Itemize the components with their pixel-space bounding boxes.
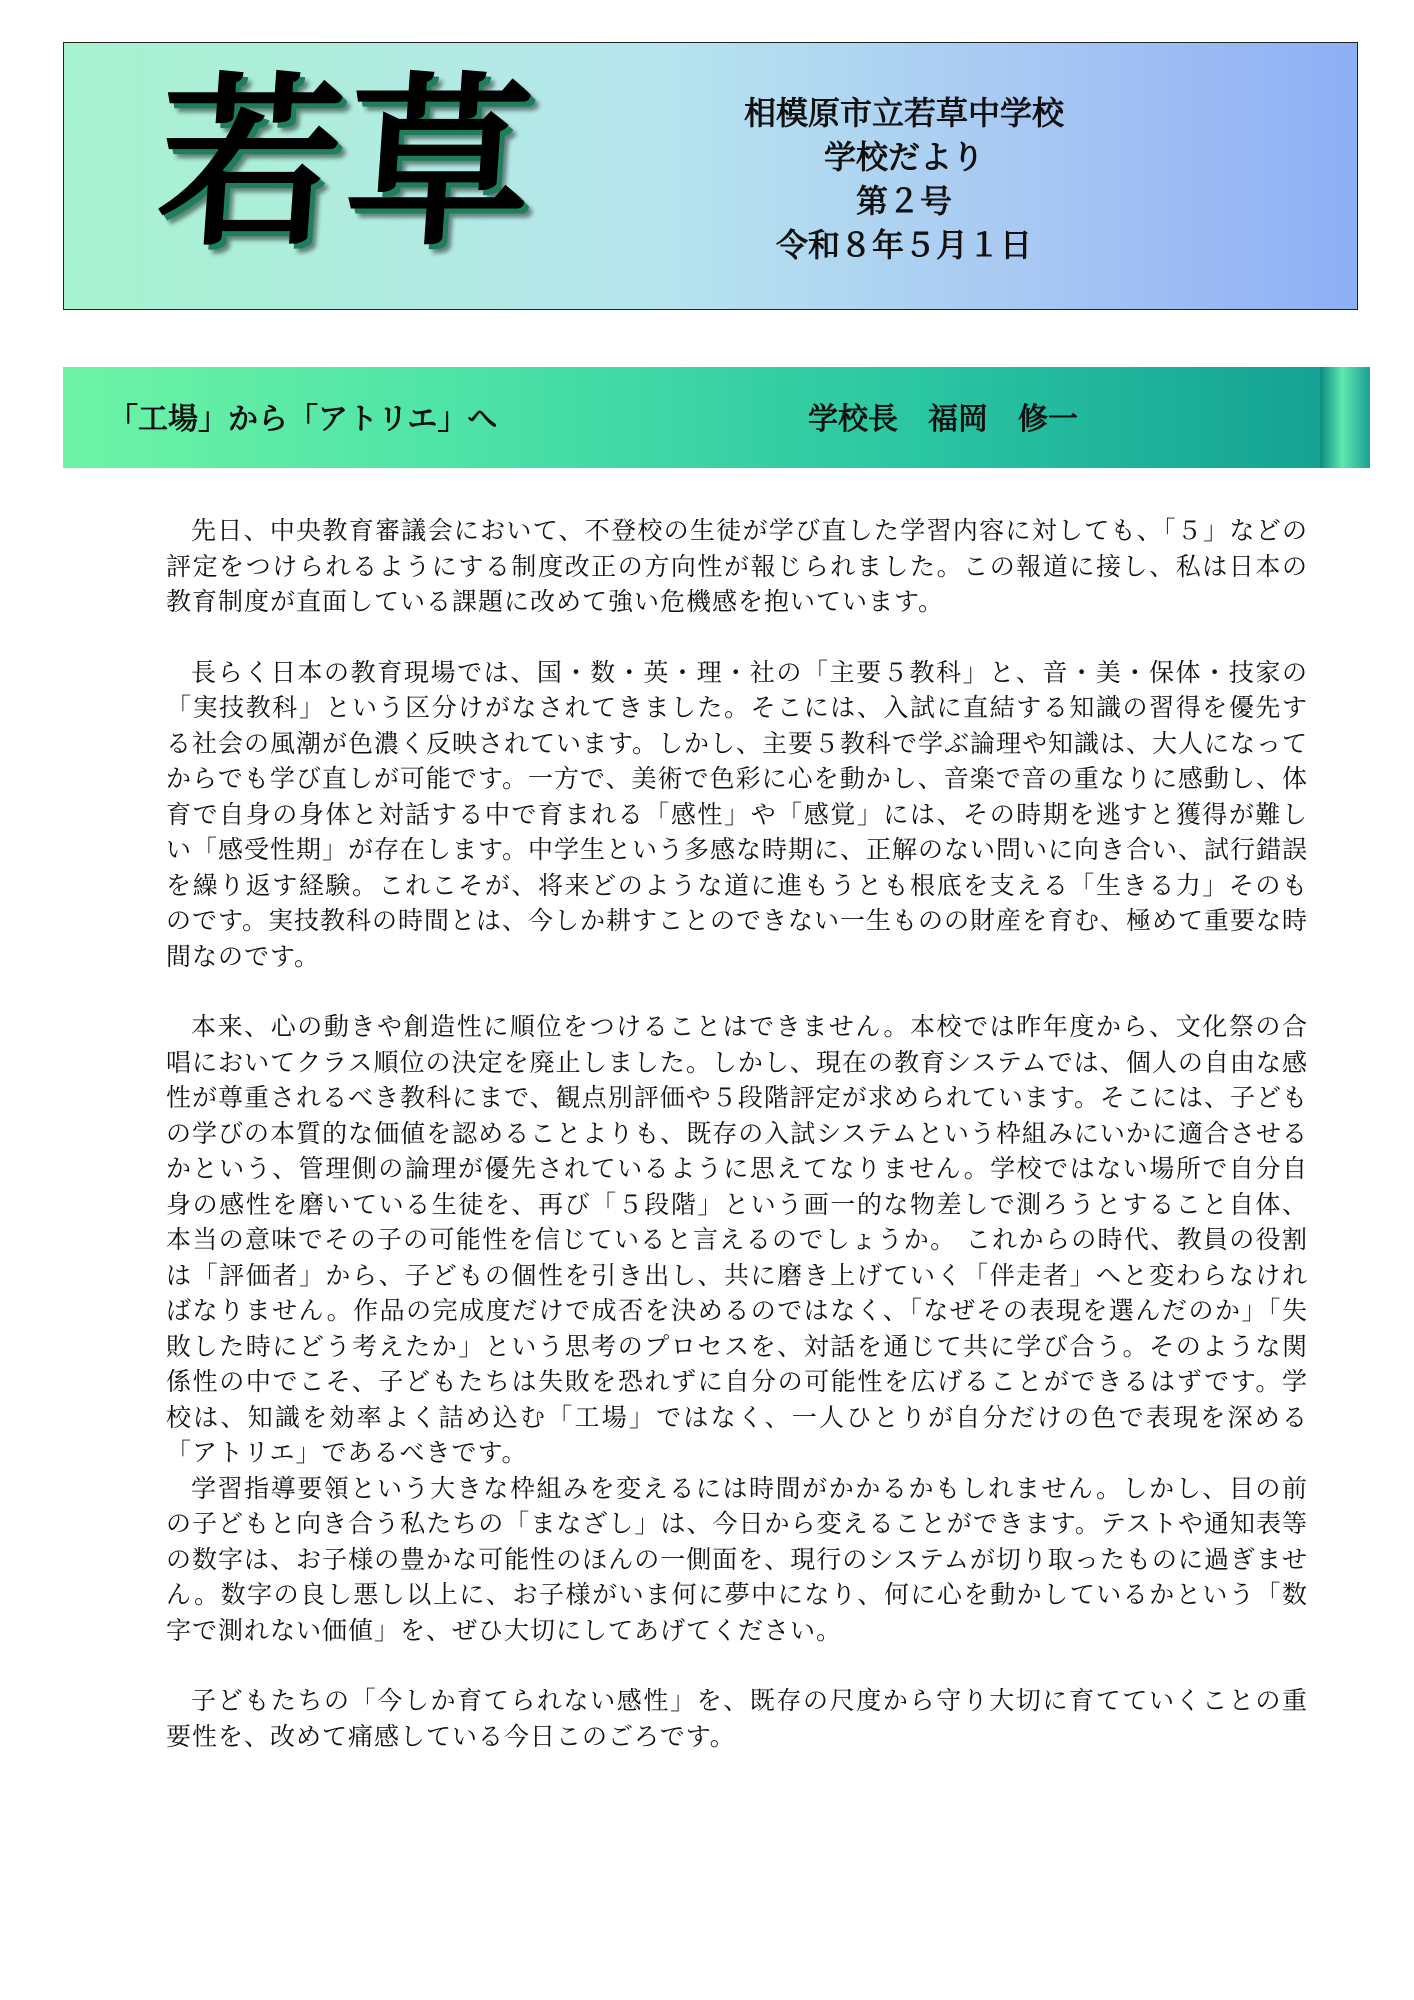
article-paragraph: 学習指導要領という大きな枠組みを変えるには時間がかかるかもしれません。しかし、目の前の子どもと向き合う私たちの「まなざし」は、今日から変えることができます。テストや通知表等の数字は、お子様の豊かな可能性のほんの一側面を、現行のシステムが切り取ったものに過ぎません。数字の良し悪し以上に、お子様がいま何に夢中になり、何に心を動かしているかという「数字で測れない価値」を、ぜひ大切にしてあげてください。 <box>166 1473 1308 1645</box>
article-heading-band <box>63 367 1370 468</box>
article-paragraph: 長らく日本の教育現場では、国・数・英・理・社の「主要５教科」と、音・美・保体・技家の「実技教科」という区分けがなされてきました。そこには、入試に直結する知識の習得を優先する社会の風潮が色濃く反映されています。しかし、主要５教科で学ぶ論理や知識は、大人になってからでも学び直しが可能です。一方で、美術で色彩に心を動かし、音楽で音の重なりに感動し、体育で自身の身体と対話する中で育まれる「感性」や「感覚」には、その時期を逃すと獲得が難しい「感受性期」が存在します。中学生という多感な時期に、正解のない問いに向き合い、試行錯誤を繰り返す経験。これこそが、将来どのような道に進もうとも根底を支える「生きる力」そのものです。実技教科の時間とは、今しか耕すことのできない一生ものの財産を育む、極めて重要な時間なのです。 <box>166 657 1309 971</box>
heading-band-edge <box>1320 367 1370 468</box>
publication-name: 学校だより <box>823 138 984 176</box>
article-paragraph: 子どもたちの「今しか育てられない感性」を、既存の尺度から守り大切に育てていくことの重要性を、改めて痛感している今日このごろです。 <box>166 1686 1308 1751</box>
masthead-banner <box>63 42 1358 310</box>
article-paragraph: 本来、心の動きや創造性に順位をつけることはできません。本校では昨年度から、文化祭の合唱においてクラス順位の決定を廃止しました。しかし、現在の教育システムでは、個人の自由な感性が尊重されるべき教科にまで、観点別評価や５段階評定が求められています。そこには、子どもの学びの本質的な価値を認めることよりも、既存の入試システムという枠組みにいかに適合させるかという、管理側の論理が優先されているように思えてなりません。学校ではない場所で自分自身の感性を磨いている生徒を、再び「５段階」という画一的な物差しで測ろうとすること自体、本当の意味でその子の可能性を信じていると言えるのでしょうか。 これからの時代、教員の役割は「評価者」から、子どもの個性を引き出し、共に磨き上げていく「伴走者」へと変わらなければなりません。作品の完成度だけで成否を決めるのではなく、「なぜその表現を選んだのか」「失敗した時にどう考えたか」という思考のプロセスを、対話を通じて共に学び合う。そのような関係性の中でこそ、子どもたちは失敗を恐れずに自分の可能性を広げることができるはずです。学校は、知識を効率よく詰め込む「工場」ではなく、一人ひとりが自分だけの色で表現を深める「アトリエ」であるべきです。 <box>166 1012 1308 1467</box>
masthead-title: 若草 <box>151 55 543 271</box>
masthead-info <box>664 91 1144 267</box>
issue-number: 第２号 <box>855 182 952 220</box>
issue-date: 令和８年５月１日 <box>775 226 1032 264</box>
school-name: 相模原市立若草中学校 <box>743 94 1064 132</box>
article-title: 「工場」から「アトリエ」へ <box>108 402 498 437</box>
article-body <box>166 513 1308 1754</box>
article-author: 学校長 福岡 修一 <box>808 402 1078 437</box>
article-paragraph: 先日、中央教育審議会において、不登校の生徒が学び直した学習内容に対しても、「５」などの評定をつけられるようにする制度改正の方向性が報じられました。この報道に接し、私は日本の教育制度が直面している課題に改めて強い危機感を抱いています。 <box>166 516 1308 616</box>
